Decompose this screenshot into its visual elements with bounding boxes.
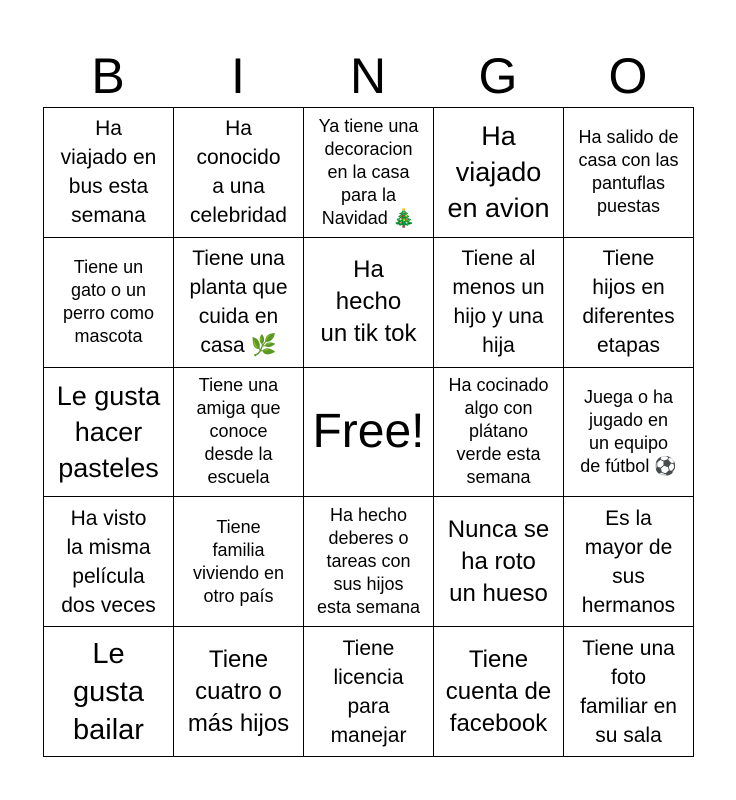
cell-text: Nunca se ha roto un hueso [447, 515, 550, 607]
bingo-cell[interactable] [44, 368, 174, 498]
bingo-cell[interactable] [434, 238, 564, 368]
bingo-cell[interactable] [564, 108, 694, 238]
bingo-cell[interactable] [564, 238, 694, 368]
cell-text: Le gusta hacer pasteles [56, 380, 161, 483]
cell-text: Ha hecho un tik tok [320, 256, 417, 348]
cell-text: Ha viajado en bus esta semana [60, 117, 157, 228]
bingo-cell[interactable] [174, 108, 304, 238]
cell-text: Tiene un gato o un perro como mascota [62, 257, 155, 347]
header-letter-o: O [608, 48, 648, 104]
bingo-cell[interactable] [174, 627, 304, 757]
bingo-cell[interactable] [304, 108, 434, 238]
cell-text: Tiene licencia para manejar [330, 636, 407, 747]
bingo-cell[interactable] [174, 238, 304, 368]
bingo-cell[interactable] [564, 368, 694, 498]
cell-text: Ha cocinado algo con plátano verde esta semana [448, 375, 549, 488]
bingo-header [43, 44, 693, 108]
cell-text: Es la mayor de sus hermanos [581, 506, 676, 617]
bingo-cell[interactable] [44, 497, 174, 627]
header-letter-n: N [349, 48, 387, 104]
header-letter-b: B [91, 48, 125, 104]
bingo-cell[interactable] [44, 238, 174, 368]
bingo-cell[interactable] [44, 108, 174, 238]
cell-text: Tiene cuatro o más hijos [187, 645, 290, 737]
cell-text: Ha salido de casa con las pantuflas puestas [578, 127, 679, 217]
cell-text: Ha viajado en avion [447, 121, 550, 224]
bingo-cell[interactable] [434, 627, 564, 757]
bingo-cell[interactable] [174, 368, 304, 498]
bingo-cell[interactable] [434, 108, 564, 238]
cell-text: Tiene una planta que cuida en casa 🌿 [189, 247, 288, 358]
bingo-cell[interactable] [304, 627, 434, 757]
cell-text: Ya tiene una decoracion en la casa para la Navidad 🎄 [318, 115, 419, 228]
bingo-cell[interactable] [564, 627, 694, 757]
bingo-cell[interactable] [174, 497, 304, 627]
cell-text: Le gusta bailar [73, 637, 144, 746]
bingo-cell[interactable] [434, 497, 564, 627]
bingo-cell[interactable] [304, 497, 434, 627]
cell-text: Juega o ha jugado en un equipo de fútbol ⚽ [580, 386, 677, 476]
cell-text: Ha conocido a una celebridad [190, 117, 287, 228]
header-letter-i: I [231, 48, 245, 104]
free-cell[interactable] [304, 368, 434, 498]
cell-text: Tiene al menos un hijo y una hija [452, 247, 545, 358]
cell-text: Ha visto la misma película dos veces [61, 506, 156, 617]
bingo-grid [43, 107, 694, 757]
cell-text: Tiene familia viviendo en otro país [192, 516, 285, 606]
header-letter-g: G [478, 48, 518, 104]
free-text: Free! [312, 405, 425, 459]
cell-text: Ha hecho deberes o tareas con sus hijos esta semana [316, 505, 421, 618]
bingo-cell[interactable] [434, 368, 564, 498]
cell-text: Tiene cuenta de facebook [445, 645, 552, 737]
bingo-cell[interactable] [304, 238, 434, 368]
cell-text: Tiene una foto familiar en su sala [580, 636, 677, 747]
bingo-cell[interactable] [564, 497, 694, 627]
cell-text: Tiene hijos en diferentes etapas [582, 247, 675, 358]
bingo-cell[interactable] [44, 627, 174, 757]
cell-text: Tiene una amiga que conoce desde la escuela [196, 375, 281, 488]
